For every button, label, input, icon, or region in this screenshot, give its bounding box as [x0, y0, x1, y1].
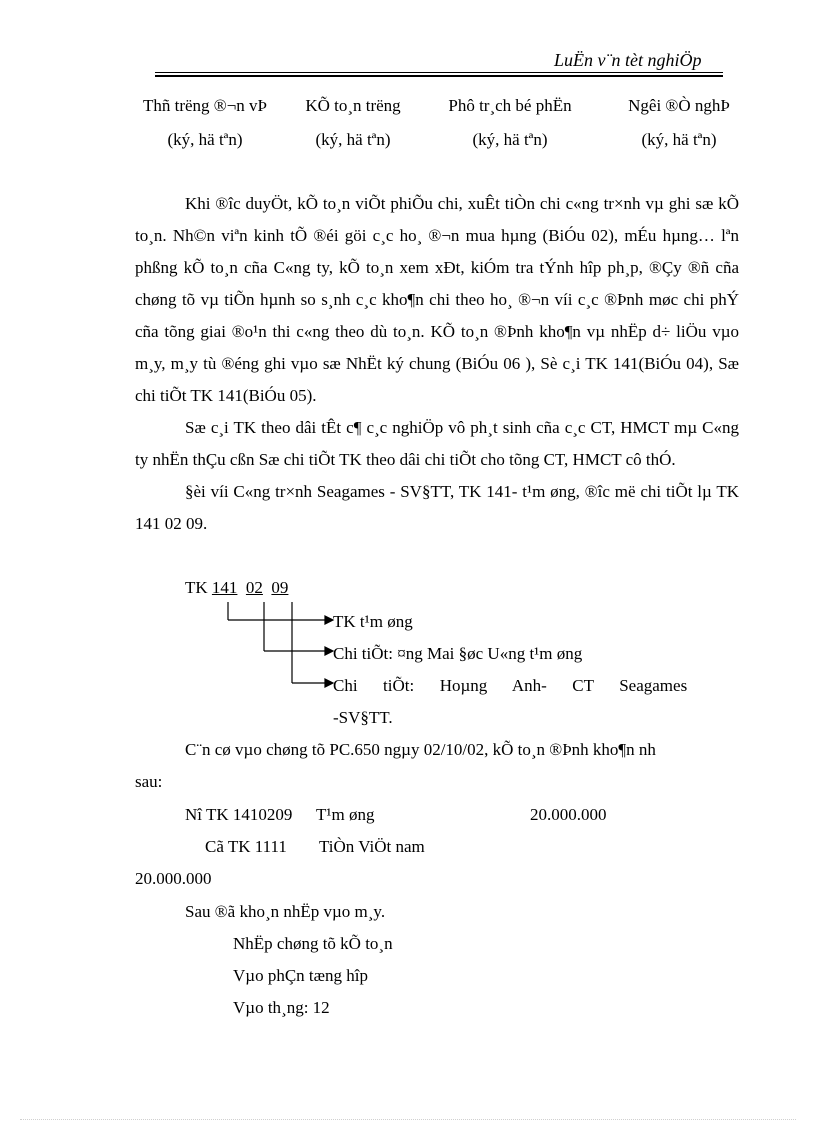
step-item: Vµo th¸ng: 12: [233, 998, 330, 1017]
footer-dotted-rule: [20, 1119, 796, 1120]
diagram-label-project-cont: -SV§TT.: [333, 708, 393, 727]
signature-role-requester: Ngêi ®Ò nghÞ: [628, 96, 730, 115]
signature-note-chief-accountant: (ký, hä tªn): [315, 130, 391, 149]
signature-note-department-head: (ký, hä tªn): [472, 130, 548, 149]
diagram-label-advance: TK t¹m øng: [333, 612, 413, 631]
header-rule-thick: [155, 75, 723, 77]
document-header-title: LuËn v¨n tèt nghiÖp: [554, 50, 702, 70]
account-code-prefix: TK: [185, 578, 208, 597]
debit-account: Nî TK 1410209: [185, 805, 293, 824]
signature-role-unit-head: Thñ trëng ®¬n vÞ: [142, 96, 268, 115]
debit-name: T¹m øng: [316, 805, 375, 824]
body-text: [135, 188, 739, 540]
diagram-label-person: Chi tiÕt: ¤ng Mai §øc U«ng t¹m øng: [333, 644, 583, 663]
credit-name: TiÒn ViÖt nam: [319, 837, 425, 856]
entry-intro-line1: C¨n cø vµo chøng tõ PC.650 ngµy 02/10/02, kÕ to¸n ®Þnh kho¶n nh: [185, 740, 656, 759]
account-code-line: [185, 578, 288, 598]
signature-note-requester: (ký, hä tªn): [641, 130, 717, 149]
step-item: NhËp chøng tõ kÕ to¸n: [233, 934, 393, 953]
credit-account: Cã TK 1111: [205, 837, 287, 856]
signature-note-unit-head: (ký, hä tªn): [167, 130, 243, 149]
paragraph-approval-process: Khi ®îc duyÖt, kÕ to¸n viÕt phiÕu chi, xuÊt tiÒn chi c«ng tr×nh vµ ghi sæ kÕ to¸n. Nh©n viªn kinh tÕ ®éi göi c¸c ho¸ ®¬n mua hµng (BiÓu 02), mÉu hµng… lªn phßng kÕ to¸n cña C«ng ty, kÕ to¸n xem xÐt, kiÓm tra tÝnh hîp ph¸p, ®Çy ®ñ cña chøng tõ vµ tiÕn hµnh so s¸nh c¸c kho¶n chi theo ho¸ ®¬n víi c¸c ®Þnh møc chi phÝ cña tõng giai ®o¹n thi c«ng theo dù to¸n. KÕ to¸n ®Þnh kho¶n vµ nhËp d÷ liÖu vµo m¸y, m¸y tù ®éng ghi vµo sæ NhËt ký chung (BiÓu 06 ), Sè c¸i TK 141(BiÓu 04), Sæ chi tiÕt TK 141(BiÓu 05).: [135, 194, 739, 405]
account-diagram-connectors: [180, 598, 340, 698]
steps-intro: Sau ®ã kho¸n nhËp vµo m¸y.: [185, 902, 386, 921]
account-code-part-1: 141: [211, 578, 238, 597]
step-item: Vµo phÇn tæng hîp: [233, 966, 368, 985]
diagram-label-project: Chi tiÕt: Hoµng Anh- CT Seagames: [333, 676, 688, 695]
entry-intro-line2: sau:: [135, 772, 163, 791]
debit-amount: 20.000.000: [530, 805, 607, 824]
account-code-part-2: 02: [245, 578, 263, 597]
account-code-part-3: 09: [271, 578, 289, 597]
paragraph-account-detail: §èi víi C«ng tr×nh Seagames - SV§TT, TK 141- t¹m øng, ®îc më chi tiÕt lµ TK 141 02 09.: [135, 482, 739, 533]
signature-role-department-head: Phô tr¸ch bé phËn: [448, 96, 572, 115]
paragraph-ledger-tracking: Sæ c¸i TK theo dâi tÊt c¶ c¸c nghiÖp vô ph¸t sinh cña c¸c CT, HMCT mµ C«ng ty nhËn thÇu cßn Sæ chi tiÕt TK theo dâi chi tiÕt cho tõng CT, HMCT cô thÓ.: [135, 418, 739, 469]
credit-amount: 20.000.000: [135, 869, 212, 888]
header-rule-thin: [155, 72, 723, 73]
signature-role-chief-accountant: KÕ to¸n trëng: [305, 96, 401, 115]
